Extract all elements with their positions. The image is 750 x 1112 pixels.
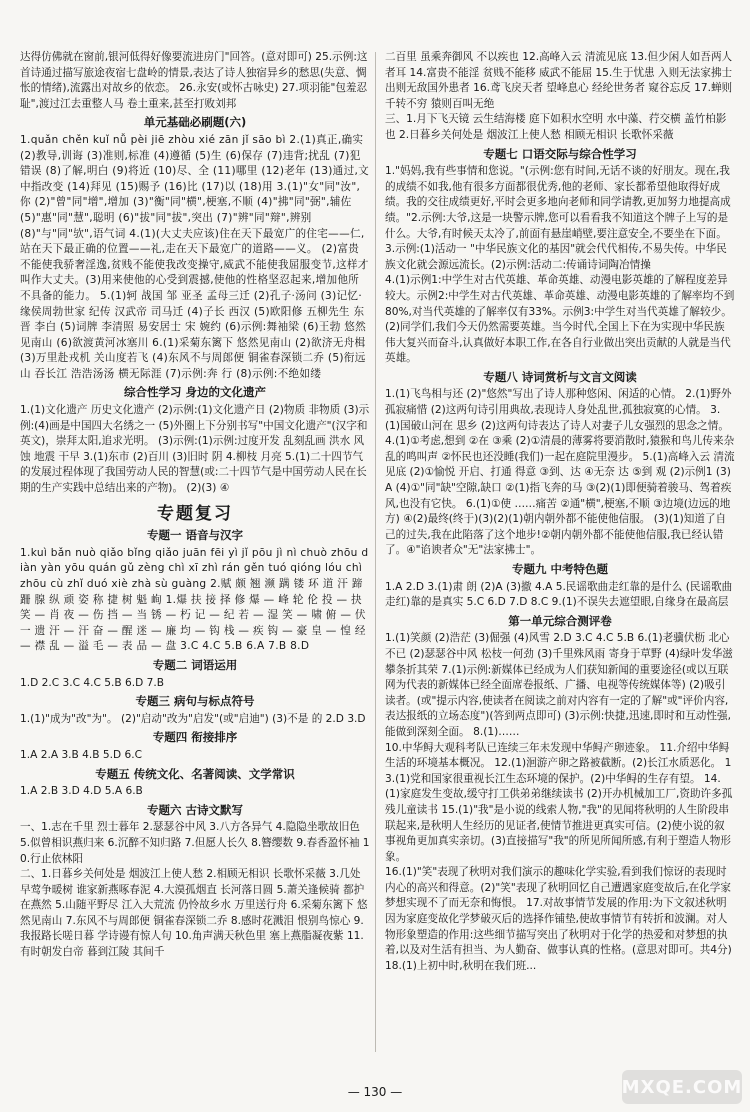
topic7-title: 专题七 口语交际与综合性学习: [483, 146, 637, 161]
topic1-body: 1.kuì bǎn nuò qiǎo bǐng qiǎo juān fēi yì jǐ pōu jì nì chuò zhōu diàn yàn yōu quán gǔ zèng chì xī zhì rán gěn tuó qióng lóu chì zhōu cù zhǐ duó xiè zhà sù guàng 2.赋 颇 翘 濒 蹒 镂 环 道 汗 蹄 跚 腺 纵 顽 姿 称 捷 树 魁 峋 1.爆 扶 接 择 修 爆 — 峰 轮 伦 投 — 抉 笑 — 肖 夜 — 伤 挡 — 当 锈 — 朽 记 — 纪 若 — 湿 笑 — 啸 俯 — 伏 一 遗 汗 — 汗 奋 — 醒 迷 — 廉 均 — 钩 栈 — 疾 钩 — 豪 皇 — 惶 经 — 襟 乱 — 溢 毛 — 表 品 — 盘 3.C 4.C 5.B 6.A 7.B 8.D: [20, 546, 369, 653]
topic6-title: 专题六 古诗文默写: [146, 802, 243, 817]
continued-text-2: 三、1.月下飞天镜 云生结海楼 庭下如积水空明 水中藻、荇交横 盖竹柏影也 2.日暮乡关何处是 烟波江上使人愁 相顾无相识 长歌怀采薇: [385, 113, 727, 141]
topic8-title: 专题八 诗词赏析与文言文阅读: [483, 369, 637, 384]
topic5-title: 专题五 传统文化、名著阅读、文学常识: [95, 766, 295, 781]
test-body-1: 1.(1)笑颜 (2)浩茫 (3)倔强 (4)风雪 2.D 3.C 4.C 5.B 6.(1)老骥伏枥 北心不已 (2)瑟瑟谷中风 松枝一何劲 (3)千里殊风雨 寄身于草野 (4)绿叶发华滋 攀条折其荣 7.(1)示例:新媒体已经成为人们获知新闻的重要途径(或以互联网为代表的新媒体已经全面席卷报纸、广播、电视等传统媒体等) (2)吸引读者。(或"提示内容,使读者在阅读之前对内容有一定的了解"或"评价内容,表达报纸的立场态度")(答到两点即可) (3)示例:快捷,迅速,即时和互动性强,能做到深刻全面。 8.(1)……: [385, 632, 733, 738]
topic9-title: 专题九 中考特色题: [511, 562, 608, 576]
left-column: [20, 50, 370, 961]
page-number: — 130 —: [347, 1085, 403, 1099]
right-column: [385, 50, 735, 974]
practice-title: 综合性学习 身边的文化遗产: [123, 385, 266, 400]
topic9-body: 1.A 2.D 3.(1)肃 朗 (2)A (3)撤 4.A 5.民谣歌曲走红靠的是什么 (民谣歌曲走红)靠的是真实 5.C 6.D 7.D 8.C 9.(1)不误失去遮望眼,自缘身在最高层: [385, 580, 733, 609]
review-title: 专题复习: [157, 503, 233, 524]
topic2-body: 1.D 2.C 3.C 4.C 5.B 6.D 7.B: [20, 676, 164, 689]
topic3-title: 专题三 病句与标点符号: [135, 694, 255, 709]
test-title: 第一单元综合测评卷: [508, 613, 612, 628]
topic4-body: 1.A 2.A 3.B 4.B 5.D 6.C: [20, 748, 143, 761]
topic7-body-1: 1."妈妈,我有些事情和您说。"(示例:您有时间,无话不谈的好朋友。现在,我的成绩不如我,他有很多方面都很优秀,他的老师、家长都希望他取得好成绩。我的交往成绩更好,平时会更多地向老师和同学请教,更加努力地提高成绩。"2.示例:大爷,这是一块警示牌,您可以看看我不知道这个牌子上写的是什么。大爷,有时候天太冷了,前面有悬崖峭壁,要注意安全,不要坐在下面。 3.示例:(1)活动一 "中华民族文化的基因"就会代代相传,不易失传。中华民族文化就会源远流长。(2)示例:活动二:传诵诗词陶冶情操: [385, 165, 731, 271]
continued-text-1: 二百里 虽乘奔御风 不以疾也 12.高峰入云 清流见底 13.但少闲人如吾两人者耳 14.富贵不能淫 贫贱不能移 威武不能屈 15.生于忧患 入则无法家拂士 出则无敌国外患者 16.鸢飞戾天者 望峰息心 经纶世务者 窥谷忘反 17.蝉则千转不穷 猿则百叫无绝: [385, 51, 733, 110]
topic1-title: 专题一 语音与汉字: [146, 528, 243, 543]
topic6-part1: 一、1.志在千里 烈士暮年 2.瑟瑟谷中风 3.八方各异气 4.隐隐坐歌故旧色 5.似曾相识燕归来 6.沉醉不知归路 7.但愿人长久 8.簪缨数 9.春香盈怀袖 10.行止依林阳: [20, 821, 370, 865]
practice-body: 1.(1)文化遗产 历史文化遗产 (2)示例:(1)文化遗产日 (2)物质 非物质 (3)示例:(4)画是中国四大名绣之一 (5)外圈上下分别书写"中国文化遗产"(汉字和英文)，崇拜太阳,追求光明。 (3)示例:(1)示例:过度开发 乱刻乱画 洪水 风蚀 地震 干早 3.(1)东市 (2)百川 (3)旧时 阴 4.柳枝 月亮 5.(1)二十四节气的发展过程体现了我国劳动人民的智慧(或:二十四节气是中国劳动人民在长期的生产实践中总结出来的产物)。 (2)(3) ④: [20, 404, 370, 495]
topic8-body: 1.(1)飞鸟相与还 (2)"悠然"写出了诗人那种悠闲、闲适的心情。 2.(1)野外 孤寂痛惜 (2)这两句诗引用典故,表现诗人身处乱世,孤独寂寞的心情。 3.(1)国破山河在 思乡 (2)这两句诗表达了诗人对妻子儿女强烈的思念之情。 4.(1)①考虑,想到 ②在 ③乘 (2)①清晨的薄雾将要消散时,猿猴和鸟儿传来杂乱的鸣叫声 ②怀民也还没睡(我们)一起在庭院里漫步。 5.(1)高峰入云 清流见底 (2)①愉悦 开启、打通 得意 ③到、达 ④无奈 达 ⑤到 观 (2)示例1 (3)A (4)①"同"缺"空隙,缺口 ②(1)指飞奔的马 ③(2)(1)即便骑着骏马、驾着疾风,也没有它快。 6.(1)①使 ……痛苦 ②通"横",梗塞,不顺 ③边境(边远的地方) ④(2)最终(终于)(3)(2)(1)朝内朝外都不能使他信服。 (3)(1)知道了自己的过失,我在此陷落了这个地步!②朝内朝外都不能使他信服,我已经认错了。④"谄谀者众"无"法家拂士"。: [385, 388, 735, 557]
intro-text: 达得仿佛就在窗前,银河低得好像要流进房门"回答。(意对即可) 25.示例:这首诗通过描写旅途夜宿七盘岭的情景,表达了诗人独宿异乡的愁思(失意、惆怅的情绪),流露出对故乡的依恋。 26.永安(或怀古咏史) 27.项羽能"包羞忍耻",渡过江去重整人马 卷土重来,甚至打败刘邦: [20, 51, 368, 110]
topic7-body-2: 4.(1)示例1:中学生对古代英雄、革命英雄、动漫电影英雄的了解程度差异较大。示例2:中学生对古代英雄、革命英雄、动漫电影英雄的了解率均不到80%,对当代英雄的了解率仅有33%。示例3:中学生对当代英雄了解较少。(2)同学们,我们今天仍然需要英雄。当今时代,全国上下在为实现中华民族伟大复兴而奋斗,认真做好本职工作,在各自行业做出突出贡献的人就是当代英雄。: [385, 274, 735, 365]
test-body-3: 16.(1)"笑"表现了秋明对我们演示的趣味化学实验,看到我们惊讶的表现时内心的高兴和得意。(2)"笑"表现了秋明回忆自己遭遇家庭变故后,在化学家梦想实现不了而无奈和悔恨。 17.对故事情节发展的作用:为下文叙述秋明因为家庭变故化学梦破灭后的选择作铺垫,使故事情节有转折和波澜。对人物形象塑造的作用:这些细节描写突出了秋明对于化学的热爱和对梦想的执着,以及对生活有担当、为人勤奋、做事认真的性格。(意思对即可。共4分) 18.(1)上初中时,秋明在我们班...: [385, 866, 732, 972]
topic5-body: 1.A 2.B 3.D 4.D 5.A 6.B: [20, 785, 143, 798]
test-body-2: 10.中华鲟大观科考队已连续三年未发现中华鲟产卵迹象。 11.介绍中华鲟生活的环境基本概况。 12.(1)洄游产卵之路被截断。(2)长江水质恶化。 13.(1)党和国家很重视长江生态环境的保护。(2)中华鲟的生存有望。 14.(1)家庭发生变故,缓守打工供弟弟继续读书 (2)开办机械加工厂,资助许多孤残儿童读书 15.(1)"我"是小说的线索人物,"我"的见闻将秋明的人生阶段串联起来,是秋明人生经历的见证者,使情节推进更真实可信。(2)使小说的叙事视角更加真实亲切。(3)直接描写"我"的所见所闻所感,有利于塑造人物形象。: [385, 741, 733, 863]
topic6-part2: 二、1.日暮乡关何处是 烟波江上使人愁 2.相顾无相识 长歌怀采薇 3.几处早莺争暖树 谁家新燕啄春泥 4.大漠孤烟直 长河落日圆 5.萧关逢候骑 都护在燕然 5.山随平野尽 江入大荒流 仍怜故乡水 万里送行舟 6.采菊东篱下 悠然见南山 7.东风不与周郎便 铜雀春深锁二乔 8.感时花溅泪 恨别鸟惊心 9.我报路长嗟日暮 学诗谩有惊人句 10.角声满天秋色里 塞上燕脂凝夜紫 11.有时朝发白帝 暮到江陵 其间千: [20, 868, 368, 959]
unit-title: 单元基础必刷题(六): [143, 115, 247, 130]
topic4-title: 专题四 衔接排序: [152, 730, 238, 745]
unit-body: 1.quǎn chěn kuǐ nǚ pèi jiē zhòu xié zān jǐ sāo bì 2.(1)真正,确实 (2)教导,训诲 (3)准则,标准 (4)遵循 (5)生 (6)保存 (7)违背;扰乱 (7)犯错误 (8)了解,明白 (9)将近 (10)尽、全 (11)哪里 (12)老年 (13)通过,文中指改变 (14)拜见 (15)赐予 (16)比 (17)以 (18)用 3.(1)"女"同"汝",你 (2)"曾"同"增",增加 (3)"衡"同"横",梗塞,不顺 (4)"拂"同"弼",辅佐 (5)"惠"同"慧",聪明 (6)"拔"同"拔",突出 (7)"辨"同"辩",辨别 (8)"与"同"欤",语气词 4.(1)(大丈夫应该)住在天下最宽广的住宅——仁,站在天下最正确的位置——礼,走在天下最宽广的道路——义。 (2)富贵不能使我骄奢淫逸,贫贱不能使我改变操守,威武不能使我屈服变节,这样才叫作大丈夫。(3)用来使他的心受到震撼,使他的性格坚忍起来,增加他所不具备的能力。 5.(1)轲 战国 邹 亚圣 孟母三迁 (2)孔子·汤问 (3)记忆·缘侯周勃世家 纪传 汉武帝 司马迁 (4)子长 西汉 (5)欧阳修 五柳先生 东晋 李白 (5)词牌 李清照 易安居士 宋 婉约 (6)示例:舞袖梁 (6)王勃 悠然见南山 (6)欲渡黄河冰塞川 6.(1)采菊东篱下 悠然见南山 (2)欲济无舟楫 (3)万里赴戎机 关山度若飞 (4)东风不与周郎便 铜雀春深锁二乔 (5)衔远山 吞长江 浩浩汤汤 横无际涯 (7)示例:奔 行 (8)示例:不绝如缕: [20, 133, 370, 380]
topic3-body: 1.(1)"成为"改"为"。 (2)"启动"改为"启发"(或"启迪") (3)不是 的 2.D 3.D: [20, 712, 366, 725]
topic2-title: 专题二 词语运用: [152, 657, 238, 672]
watermark-logo: MXQE.COM: [622, 1070, 742, 1104]
column-divider: [375, 52, 376, 1052]
